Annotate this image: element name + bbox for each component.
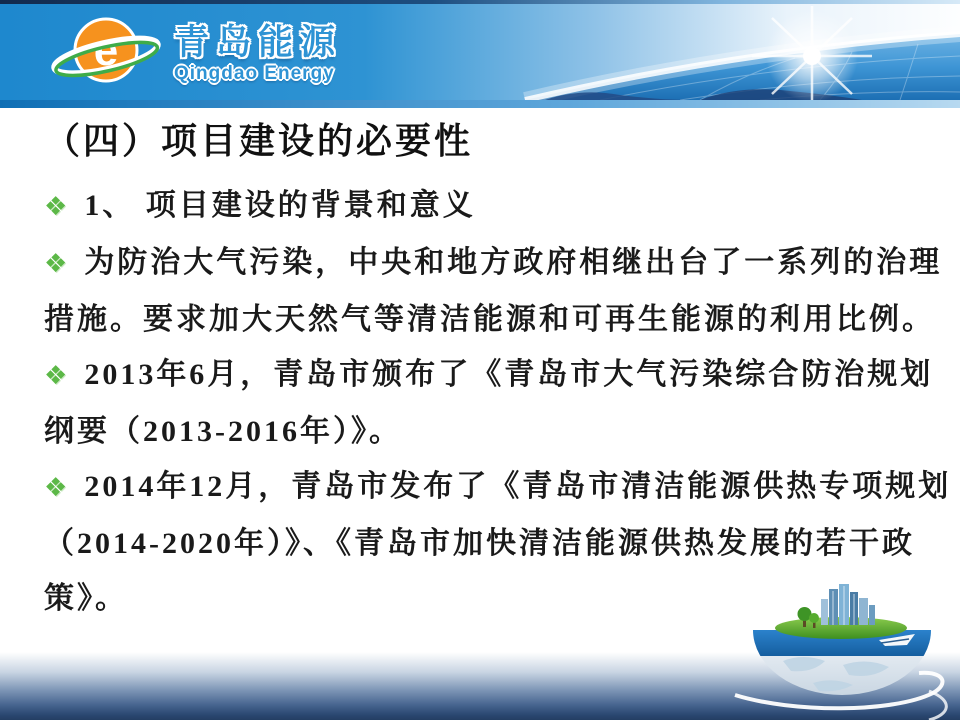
bullet-line — [44, 178, 932, 235]
brand-name-cn: 青岛能源 — [174, 22, 343, 62]
bullet-item — [44, 235, 943, 347]
bullet-text: 纲要（2013-2016年）》。 — [44, 415, 402, 448]
bullet-line — [44, 459, 952, 516]
bullet-text: 策》。 — [44, 582, 128, 615]
diamond-bullet-icon: ❖ — [44, 473, 71, 503]
bullet-line — [44, 516, 932, 571]
slide-content — [44, 112, 952, 626]
bullet-list — [44, 178, 952, 626]
bullet-text: 为防治大气污染，中央和地方政府相继出台了一系列的治理 — [84, 246, 943, 279]
diamond-bullet-icon: ❖ — [44, 249, 71, 279]
bullet-text: 1、 项目建设的背景和意义 — [84, 189, 476, 222]
bullet-item — [44, 178, 932, 235]
earth-horizon-icon — [525, 34, 960, 100]
diamond-bullet-icon: ❖ — [44, 192, 71, 222]
bullet-item — [44, 347, 932, 459]
city-buildings-icon — [821, 584, 875, 625]
logo — [48, 10, 342, 96]
bullet-text: （2014-2020年）》、《青岛市加快清洁能源供热发展的若干政 — [44, 527, 915, 560]
globe-city-decoration — [733, 583, 953, 720]
logo-text — [174, 23, 342, 84]
bullet-line — [44, 235, 943, 292]
diamond-bullet-icon: ❖ — [44, 361, 71, 391]
bullet-text: 措施。要求加大天然气等清洁能源和可再生能源的利用比例。 — [44, 303, 935, 336]
header — [0, 0, 960, 108]
bullet-line — [44, 404, 932, 459]
bullet-line — [44, 292, 935, 347]
header-divider — [0, 100, 960, 108]
brand-name-en: Qingdao Energy — [174, 62, 335, 84]
bullet-text: 2014年12月，青岛市发布了《青岛市清洁能源供热专项规划 — [84, 470, 952, 503]
orange-globe-e-icon — [48, 10, 166, 96]
bullet-text: 2013年6月，青岛市颁布了《青岛市大气污染综合防治规划 — [84, 358, 934, 391]
page-title: （四）项目建设的必要性 — [44, 121, 474, 161]
svg-text:e: e — [93, 26, 119, 75]
globe-bowl — [753, 630, 931, 696]
bullet-line — [44, 347, 932, 404]
